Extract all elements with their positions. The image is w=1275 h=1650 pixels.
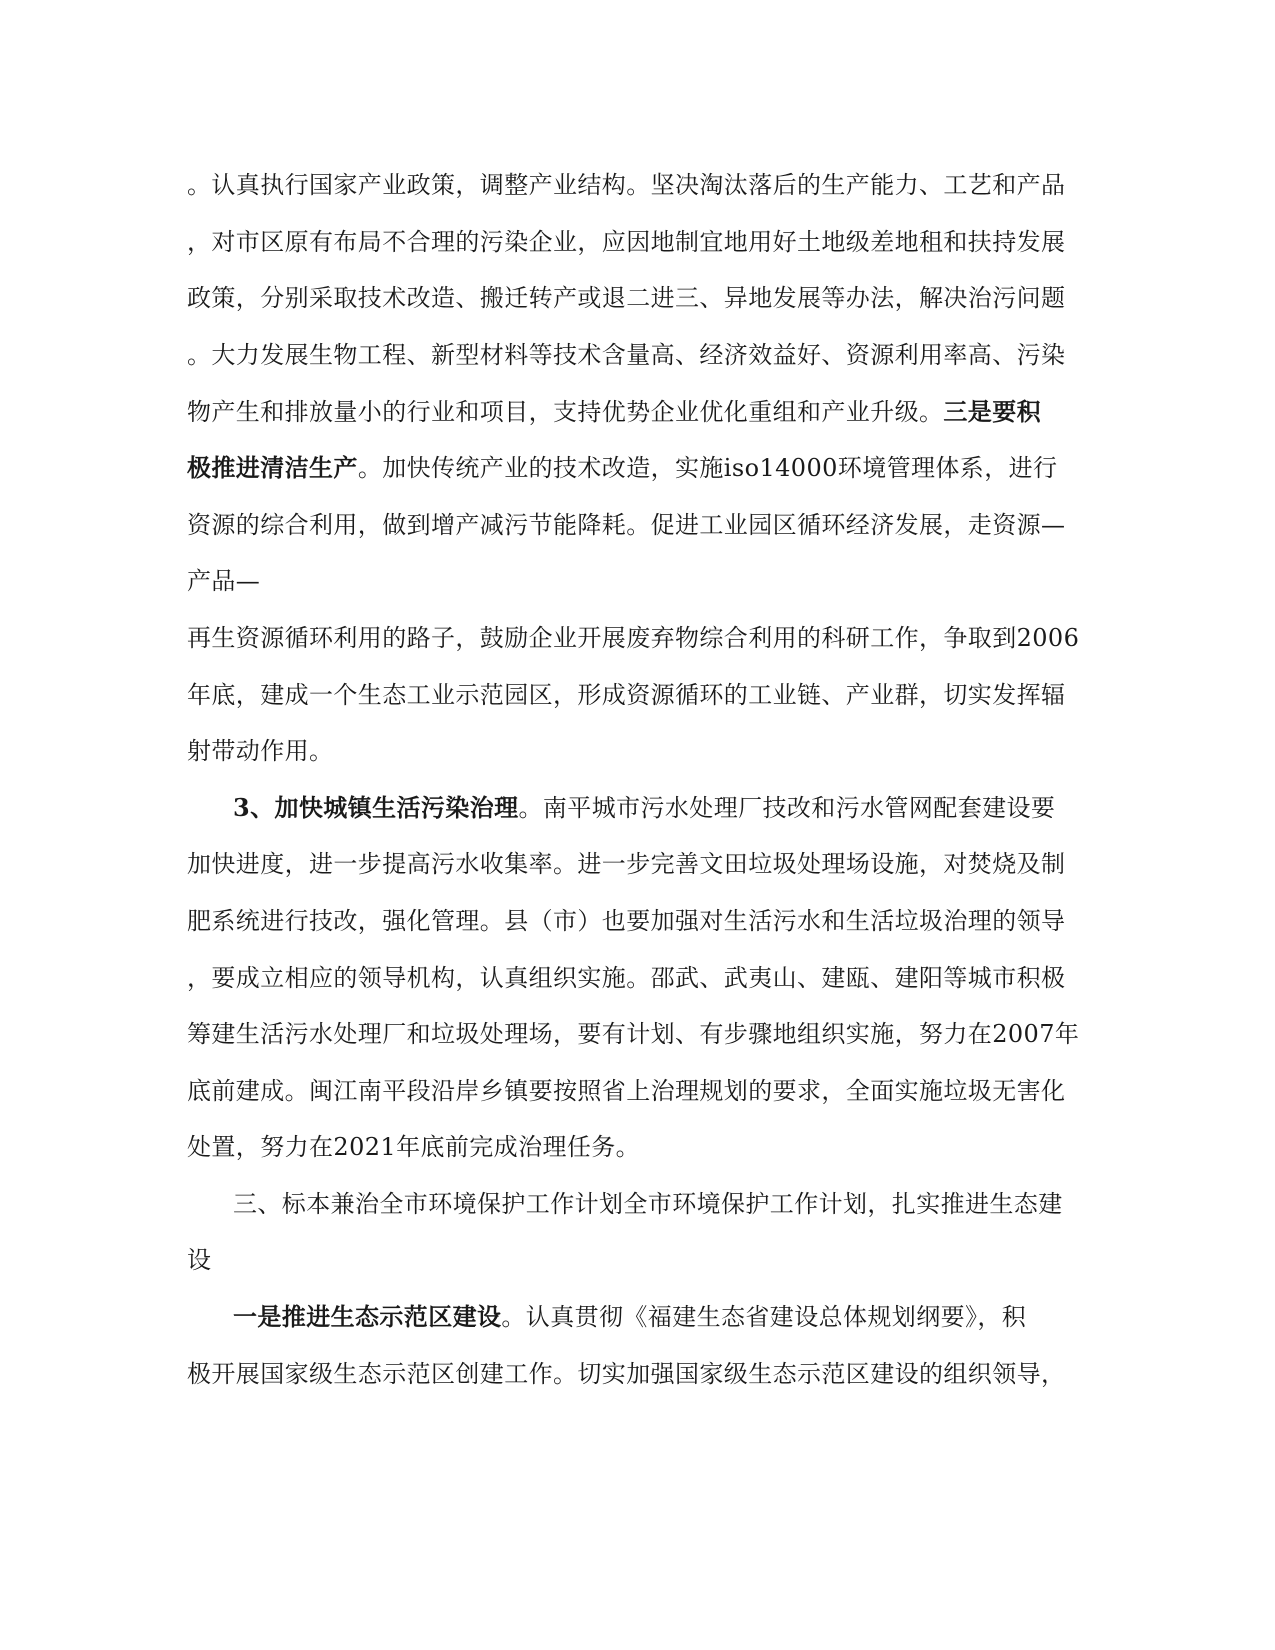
text-line: 射带动作用。	[187, 737, 334, 765]
text-line: 政策，分别采取技术改造、搬迁转产或退二进三、异地发展等办法，解决治污问题	[187, 284, 1066, 312]
text-line: 处置，努力在2021年底前完成治理任务。	[187, 1133, 641, 1161]
text-line: 肥系统进行技改，强化管理。县（市）也要加强对生活污水和生活垃圾治理的领导	[187, 907, 1066, 935]
bold-heading: 极推进清洁生产	[187, 453, 358, 482]
text-run: 物产生和排放量小的行业和项目，支持优势企业优化重组和产业升级。	[187, 398, 944, 426]
text-line	[187, 397, 1041, 427]
text-run: 。加快传统产业的技术改造，实施iso14000环境管理体系，进行	[357, 454, 1058, 482]
text-line: 底前建成。闽江南平段沿岸乡镇要按照省上治理规划的要求，全面实施垃圾无害化	[187, 1077, 1066, 1105]
text-line: ，对市区原有布局不合理的污染企业，应因地制宜地用好土地级差地租和扶持发展	[187, 228, 1066, 256]
text-line	[233, 793, 1055, 823]
text-run: 。认真贯彻《福建生态省建设总体规划纲要》，积	[501, 1303, 1027, 1331]
text-line: 。大力发展生物工程、新型材料等技术含量高、经济效益好、资源利用率高、污染	[187, 341, 1066, 369]
text-line: 极开展国家级生态示范区创建工作。切实加强国家级生态示范区建设的组织领导，	[187, 1360, 1066, 1388]
text-run: 。南平城市污水处理厂技改和污水管网配套建设要	[518, 794, 1056, 822]
text-line: 资源的综合利用，做到增产减污节能降耗。促进工业园区循环经济发展，走资源—	[187, 511, 1066, 539]
text-line: 再生资源循环利用的路子，鼓励企业开展废弃物综合利用的科研工作，争取到2006	[187, 624, 1080, 652]
text-line	[187, 453, 1057, 483]
text-line	[233, 1302, 1026, 1332]
section-heading: 三、标本兼治全市环境保护工作计划全市环境保护工作计划，扎实推进生态建	[233, 1190, 1063, 1218]
text-line: 筹建生活污水处理厂和垃圾处理场，要有计划、有步骤地组织实施，努力在2007年	[187, 1020, 1080, 1048]
bold-heading: 三是要积	[943, 397, 1042, 426]
bold-heading: 3、加快城镇生活污染治理	[233, 793, 519, 822]
bold-heading: 一是推进生态示范区建设	[233, 1302, 502, 1331]
text-line: 年底，建成一个生态工业示范园区，形成资源循环的工业链、产业群，切实发挥辐	[187, 681, 1066, 709]
text-line: 产品—	[187, 567, 261, 595]
section-heading-continued: 设	[187, 1246, 212, 1274]
text-line: 。认真执行国家产业政策，调整产业结构。坚决淘汰落后的生产能力、工艺和产品	[187, 171, 1066, 199]
text-line: 加快进度，进一步提高污水收集率。进一步完善文田垃圾处理场设施，对焚烧及制	[187, 850, 1066, 878]
text-line: ，要成立相应的领导机构，认真组织实施。邵武、武夷山、建瓯、建阳等城市积极	[187, 964, 1066, 992]
